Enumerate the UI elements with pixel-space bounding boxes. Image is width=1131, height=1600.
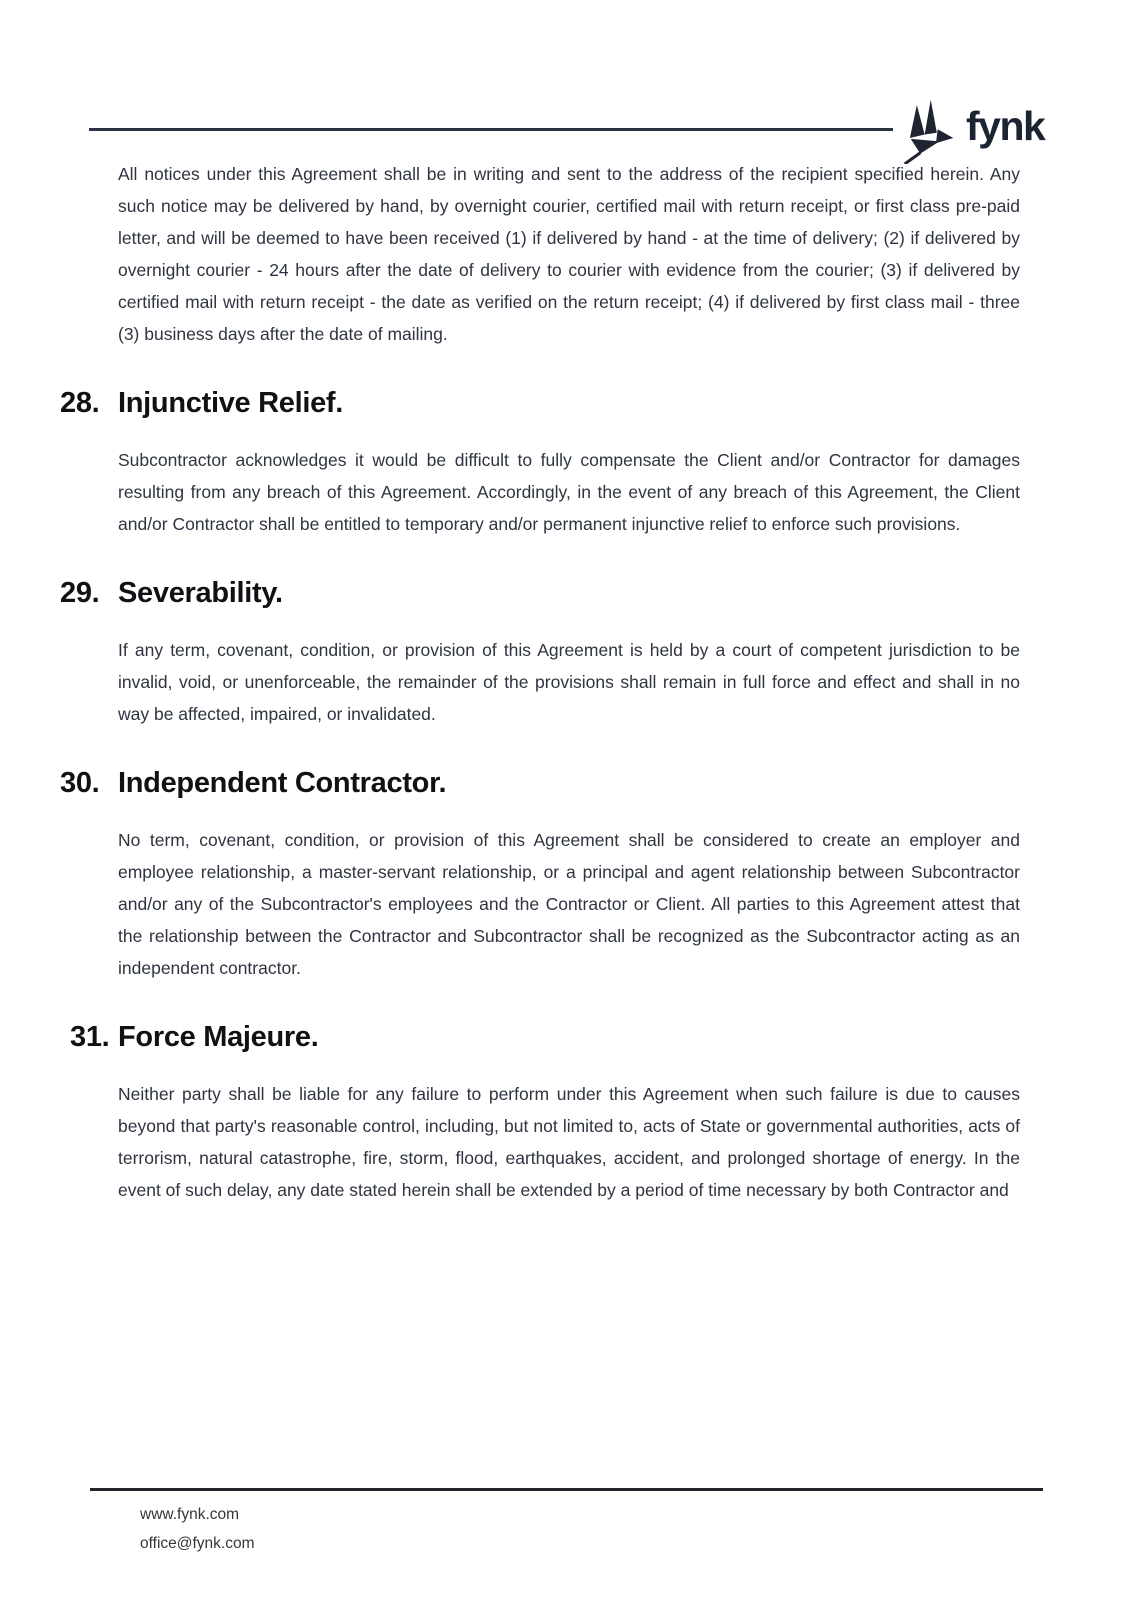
section-heading xyxy=(60,1018,1020,1056)
footer-divider xyxy=(90,1488,1043,1491)
section-number: 30. xyxy=(60,767,100,799)
origami-bird-icon xyxy=(901,98,957,164)
document-content xyxy=(60,158,1020,1206)
section-number: 28. xyxy=(60,387,100,419)
section-heading xyxy=(60,764,1020,802)
section-paragraph: Subcontractor acknowledges it would be difficult to fully compensate the Client and/or Contractor for damages resulting from any breach of this Agreement. Accordingly, in the event of any breach of this Agreement, the Client and/or Contractor shall be entitled to temporary and/or permanent injunctive relief to enforce such provisions. xyxy=(118,450,1020,534)
fynk-logo xyxy=(901,98,1044,164)
footer xyxy=(140,1500,255,1558)
header-divider xyxy=(89,128,893,131)
logo-wordmark: fynk xyxy=(966,102,1045,149)
section-force-majeure xyxy=(70,1018,1020,1206)
notices-paragraph: All notices under this Agreement shall be in writing and sent to the address of the recipient specified herein. Any such notice may be delivered by hand, by overnight courier, certified mail with return receipt, or first class pre-paid letter, and will be deemed to have been received (1) if delivered by hand - at the time of delivery; (2) if delivered by overnight courier - 24 hours after the date of delivery to courier with evidence from the courier; (3) if delivered by certified mail with return receipt - the date as verified on the return receipt; (4) if delivered by first class mail - three (3) business days after the date of mailing. xyxy=(118,164,1020,344)
section-number: 31. xyxy=(70,1021,110,1053)
section-title: Severability. xyxy=(118,577,283,609)
section-title: Independent Contractor. xyxy=(118,767,447,799)
section-paragraph: Neither party shall be liable for any failure to perform under this Agreement when such failure is due to causes beyond that party's reasonable control, including, but not limited to, acts of State or governmental authorities, acts of terrorism, natural catastrophe, fire, storm, flood, earthquakes, accident, and prolonged shortage of energy. In the event of such delay, any date stated herein shall be extended by a period of time necessary by both Contractor and xyxy=(118,1084,1020,1200)
section-heading xyxy=(60,574,1020,612)
footer-website-link[interactable]: www.fynk.com xyxy=(140,1506,240,1523)
section-heading xyxy=(60,384,1020,422)
section-title: Injunctive Relief. xyxy=(118,387,344,419)
section-paragraph: No term, covenant, condition, or provision of this Agreement shall be considered to create an employer and employee relationship, a master-servant relationship, or a principal and agent relationship between Subcontractor and/or any of the Subcontractor's employees and the Contractor or Client. All parties to this Agreement attest that the relationship between the Contractor and Subcontractor shall be recognized as the Subcontractor acting as an independent contractor. xyxy=(118,830,1020,978)
section-title: Force Majeure. xyxy=(118,1021,319,1053)
section-independent-contractor xyxy=(60,764,1020,984)
section-number: 29. xyxy=(60,577,100,609)
footer-email-link[interactable]: office@fynk.com xyxy=(140,1535,255,1552)
section-injunctive-relief xyxy=(60,384,1020,540)
section-paragraph: If any term, covenant, condition, or provision of this Agreement is held by a court of competent jurisdiction to be invalid, void, or unenforceable, the remainder of the provisions shall remain in full force and effect and shall in no way be affected, impaired, or invalidated. xyxy=(118,640,1020,724)
section-severability xyxy=(60,574,1020,730)
